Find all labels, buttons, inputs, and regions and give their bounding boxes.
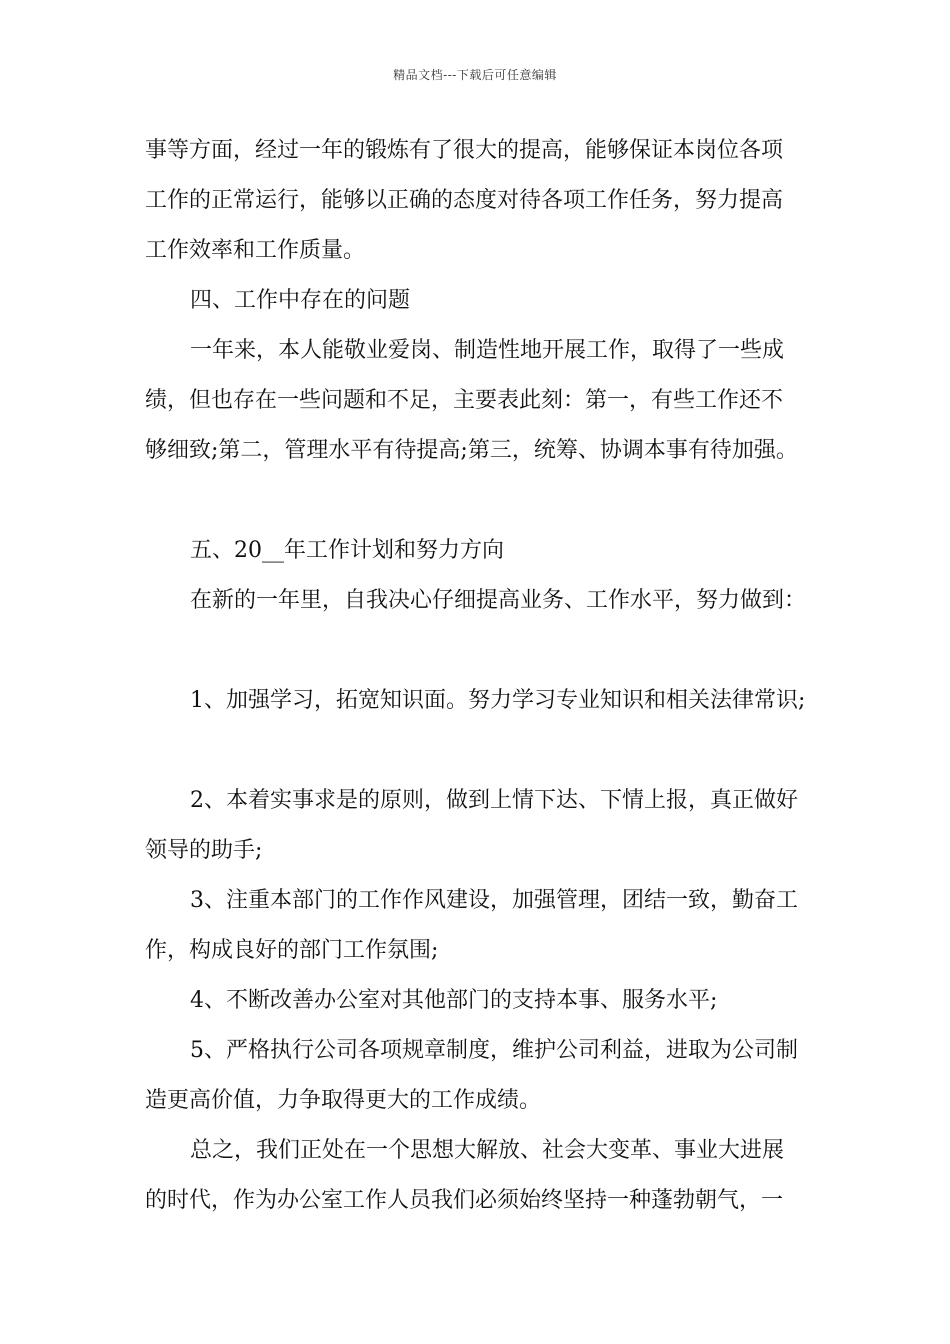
body-line: 的时代，作为办公室工作人员我们必须始终坚持一种蓬勃朝气，一 [145,1188,784,1213]
body-line: 领导的助手; [145,838,263,863]
page-header: 精品文档---下载后可任意编辑 [393,68,557,82]
section-heading: 四、工作中存在的问题 [190,288,411,313]
body-line: 造更高价值，力争取得更大的工作成绩。 [145,1088,542,1113]
list-item: 4、不断改善办公室对其他部门的支持本事、服务水平; [190,988,718,1013]
body-line: 工作的正常运行，能够以正确的态度对待各项工作任务，努力提高 [145,188,784,213]
list-item: 3、注重本部门的工作作风建设，加强管理，团结一致，勤奋工 [190,888,798,913]
body-line: 工作效率和工作质量。 [145,238,366,263]
body-line: 一年来，本人能敬业爱岗、制造性地开展工作，取得了一些成 [190,338,785,363]
body-line: 事等方面，经过一年的锻炼有了很大的提高，能够保证本岗位各项 [145,138,784,163]
body-line: 绩，但也存在一些问题和不足，主要表此刻：第一，有些工作还不 [145,388,784,413]
list-item: 5、严格执行公司各项规章制度，维护公司利益，进取为公司制 [190,1038,798,1063]
body-line: 够细致;第二，管理水平有待提高;第三，统筹、协调本事有待加强。 [145,438,798,463]
list-item: 2、本着实事求是的原则，做到上情下达、下情上报，真正做好 [190,788,798,813]
body-line: 在新的一年里，自我决心仔细提高业务、工作水平，努力做到： [190,588,807,613]
list-item: 1、加强学习，拓宽知识面。努力学习专业知识和相关法律常识; [190,688,806,713]
body-line: 总之，我们正处在一个思想大解放、社会大变革、事业大进展 [190,1138,785,1163]
body-line: 作，构成良好的部门工作氛围; [145,938,439,963]
section-heading: 五、20__年工作计划和努力方向 [190,538,504,563]
